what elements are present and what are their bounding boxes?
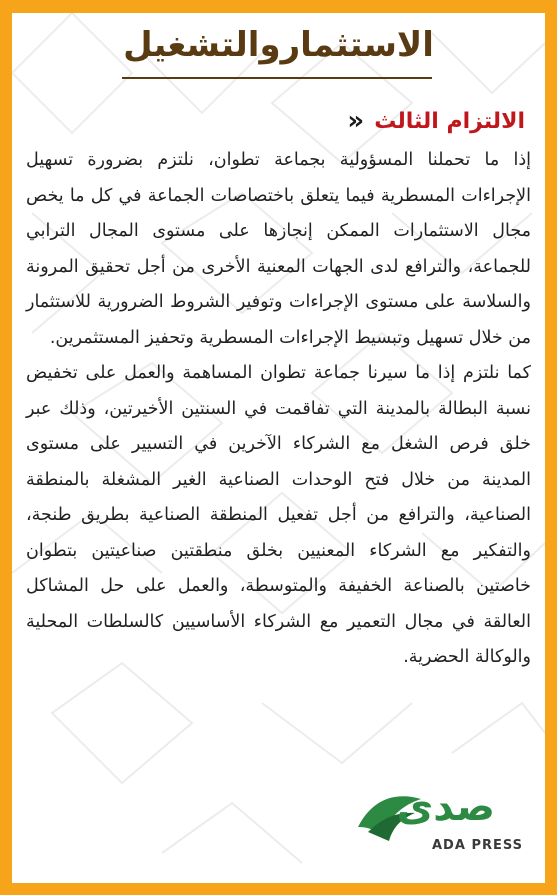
section-heading-text: الالتزام الثالث	[374, 108, 525, 134]
logo-arabic-text: صدى	[396, 784, 495, 830]
article-body	[26, 143, 531, 676]
sada-press-logo	[353, 783, 523, 853]
paragraph: إذا ما تحملنا المسؤولية بجماعة تطوان، نلتزم بضرورة تسهيل الإجراءات المسطرية فيما يتعلق باختصاصات الجماعة في كل ما يخص مجال الاستثمارات الممكن إنجازها على مستوى المجال الترابي للجماعة، والترافع لدى الجهات المعنية الأخرى من أجل تحقيق المرونة والسلاسة على مستوى الإجراءات وتوفير الشروط الضرورية للاستثمار من خلال تسهيل وتبسيط الإجراءات المسطرية وتحفيز المستثمرين.	[26, 150, 531, 348]
double-chevron-left-icon: «	[347, 106, 365, 136]
logo-english-text: ADA PRESS	[432, 838, 523, 853]
section-heading	[347, 108, 525, 134]
paragraph: كما نلتزم إذا ما سيرنا جماعة تطوان المساهمة والعمل على تخفيض نسبة البطالة بالمدينة التي تفاقمت في السنتين الأخيرتين، وذلك عبر خلق فرص الشغل مع الشركاء الآخرين في التسيير على مستوى المدينة من خلال فتح الوحدات الصناعية الغير المشغلة بالمنطقة الصناعية، والترافع من أجل تفعيل المنطقة الصناعية بطريق طنجة، والتفكير مع الشركاء المعنيين بخلق منطقتين صناعيتين بتطوان خاصتين بالصناعة الخفيفة والمتوسطة، والعمل على حل المشاكل العالقة في مجال التعمير مع الشركاء الأساسيين كالسلطات المحلية والوكالة الحضرية.	[26, 363, 531, 667]
page-title: الاستثماروالتشغيل	[123, 25, 434, 65]
document-card	[12, 13, 545, 883]
title-underline	[122, 73, 432, 83]
